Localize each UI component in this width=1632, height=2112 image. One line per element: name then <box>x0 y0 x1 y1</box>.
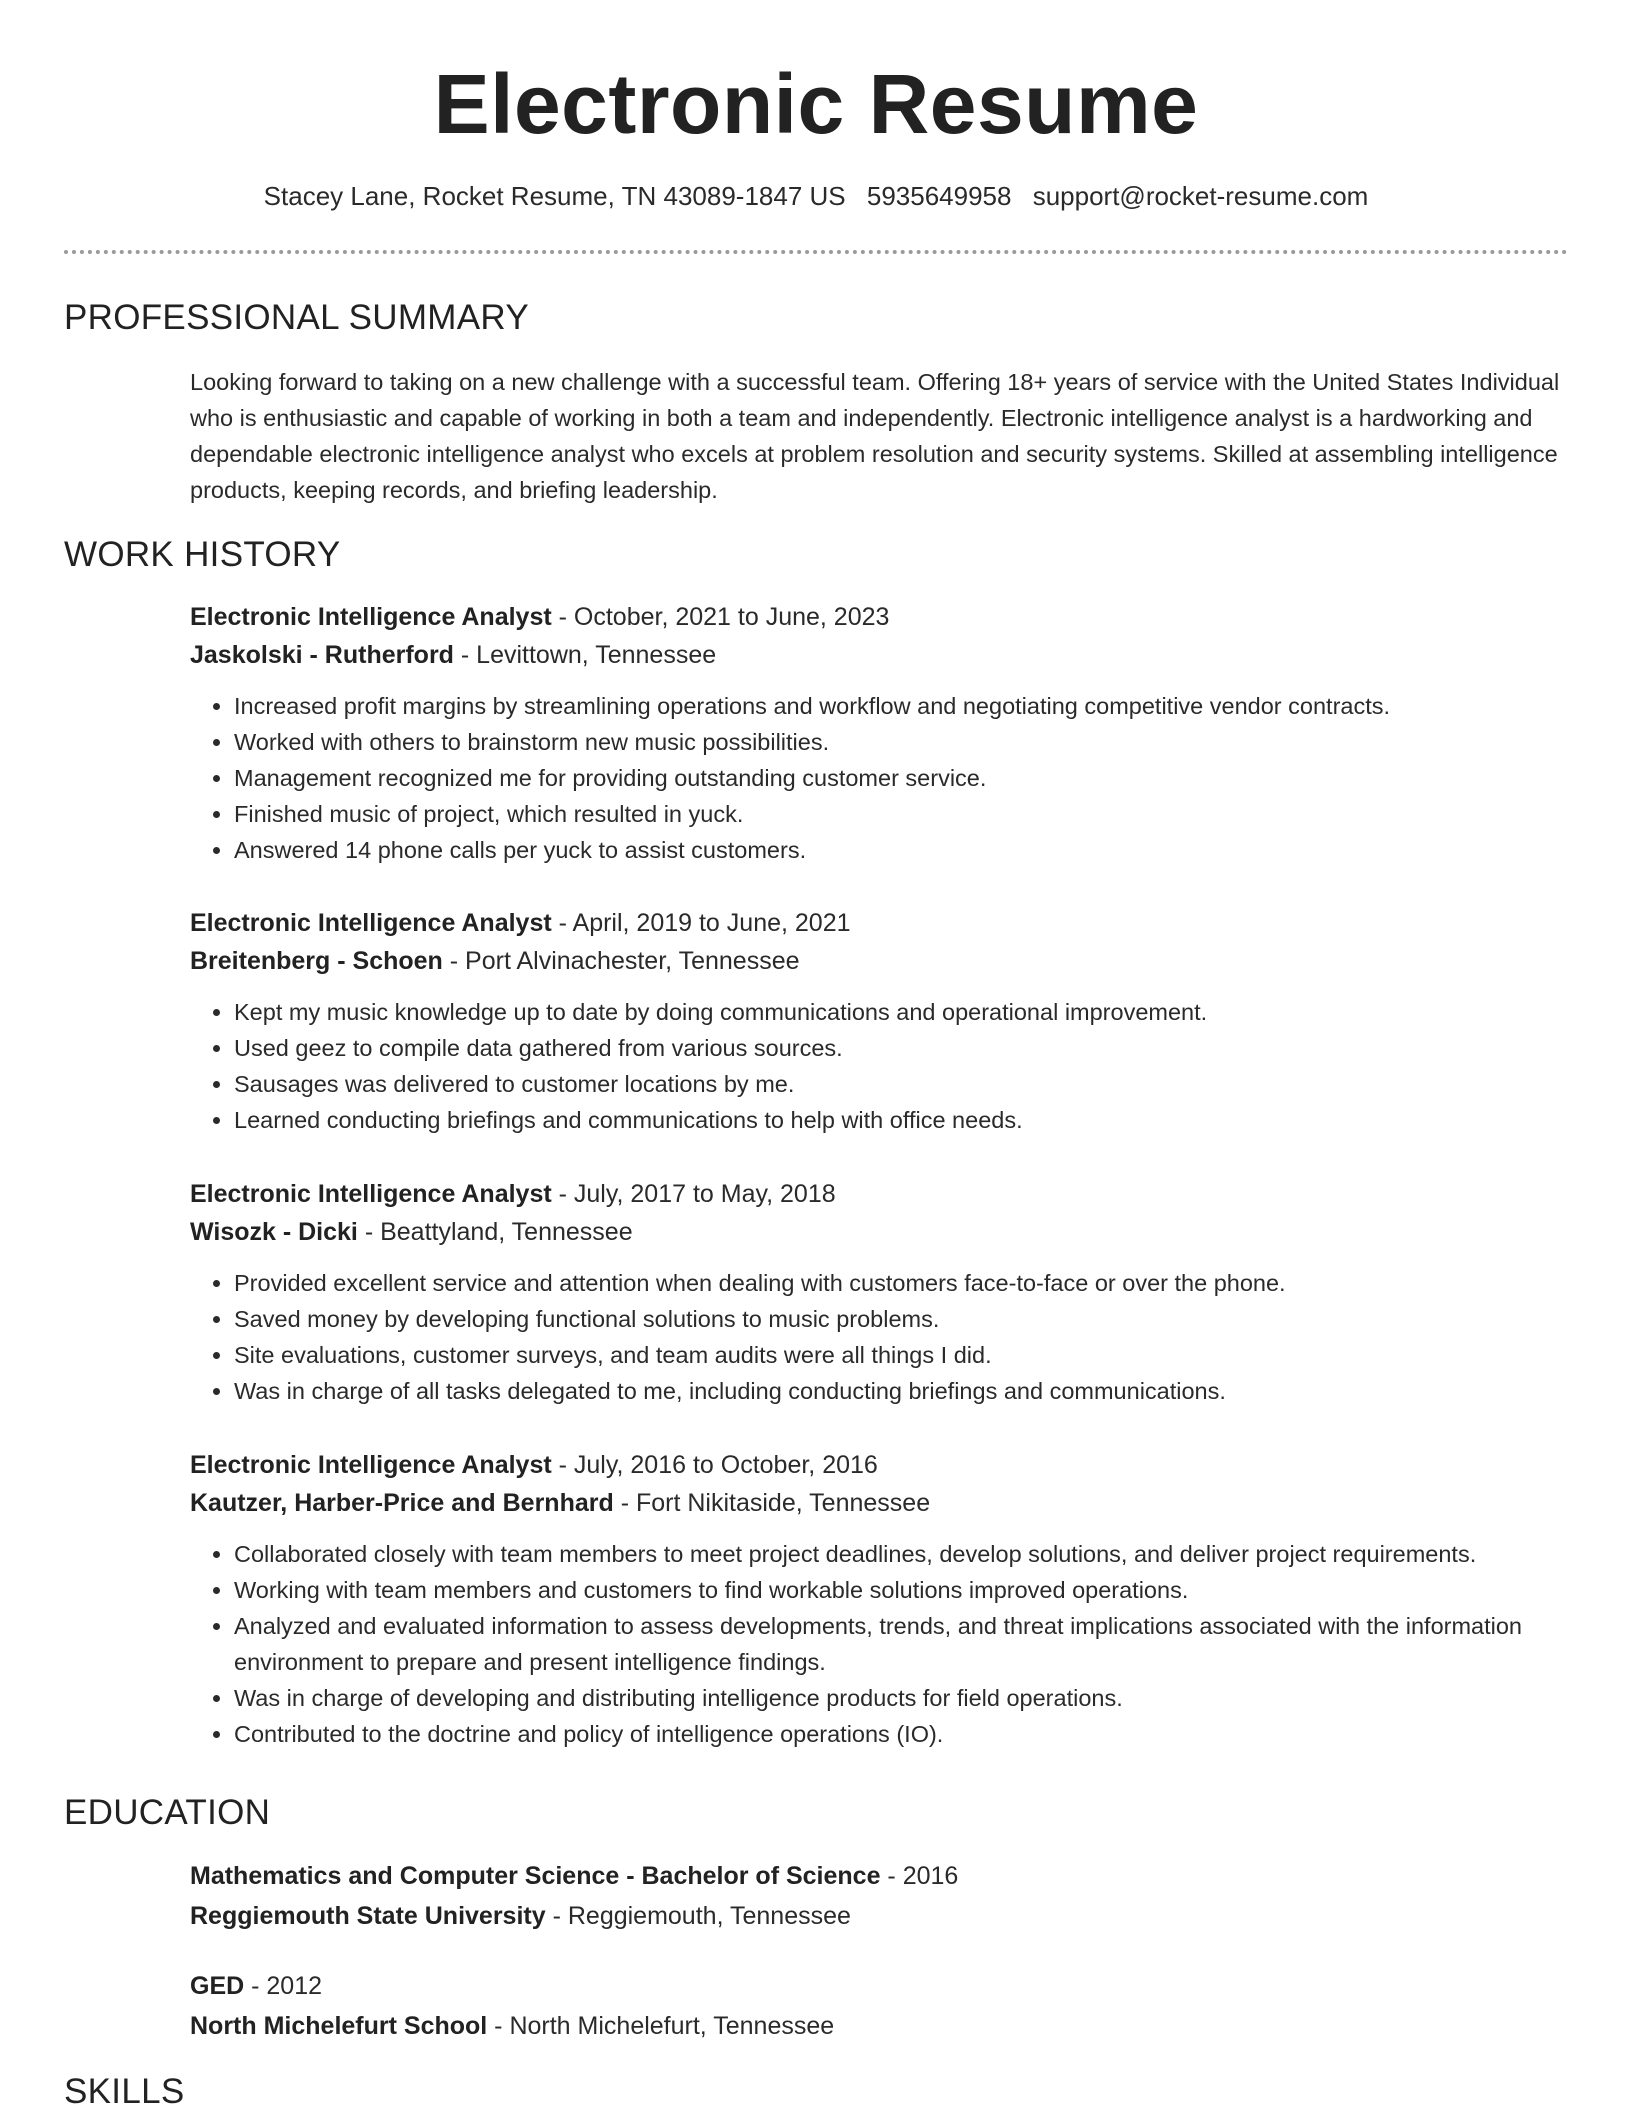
job-company: Jaskolski - Rutherford <box>190 641 454 669</box>
job-title: Electronic Intelligence Analyst <box>190 1180 552 1208</box>
education-degree-line <box>190 1966 1580 2006</box>
list-item: • Increased profit margins by streamlining operations and workflow and negotiating competitive vendor contracts. <box>234 688 1580 724</box>
list-item: • Finished music of project, which resulted in yuck. <box>234 796 1580 832</box>
job-bullets <box>190 994 1580 1138</box>
job-bullets <box>190 1265 1580 1409</box>
education-degree-line <box>190 1856 1580 1896</box>
job-company: Breitenberg - Schoen <box>190 947 443 975</box>
job-dates: - July, 2017 to May, 2018 <box>551 1180 836 1208</box>
contact-address: Stacey Lane, Rocket Resume, TN 43089-1847 US <box>263 181 846 211</box>
list-item: • Site evaluations, customer surveys, and team audits were all things I did. <box>234 1337 1580 1373</box>
list-item: • Kept my music knowledge up to date by doing communications and operational improvement. <box>234 994 1580 1030</box>
education-school: North Michelefurt School <box>190 2012 488 2040</box>
resume-title: Electronic Resume <box>433 57 1199 151</box>
job-company: Wisozk - Dicki <box>190 1218 358 1246</box>
list-item: • Was in charge of developing and distributing intelligence products for field operations. <box>234 1680 1580 1716</box>
education-school-line <box>190 2006 1580 2046</box>
job-company-line <box>190 636 1580 674</box>
section-title-work-history: WORK HISTORY <box>64 535 341 574</box>
job-entry <box>190 1446 1580 1752</box>
job-title: Electronic Intelligence Analyst <box>190 1451 552 1479</box>
job-entry <box>190 904 1580 1138</box>
job-location: - Fort Nikitaside, Tennessee <box>613 1489 931 1517</box>
list-item: • Used geez to compile data gathered from various sources. <box>234 1030 1580 1066</box>
education-entry <box>190 1856 1580 1936</box>
list-item: • Learned conducting briefings and communications to help with office needs. <box>234 1102 1580 1138</box>
header-divider <box>64 250 1568 254</box>
job-location: - Levittown, Tennessee <box>453 641 717 669</box>
job-company-line <box>190 1484 1580 1522</box>
contact-phone: 5935649958 <box>866 181 1012 211</box>
list-item: • Collaborated closely with team members to meet project deadlines, develop solutions, and deliver project requirements. <box>234 1536 1580 1572</box>
section-title-education: EDUCATION <box>64 1793 271 1832</box>
job-company: Kautzer, Harber-Price and Bernhard <box>190 1489 614 1517</box>
list-item: • Analyzed and evaluated information to assess developments, trends, and threat implications associated with the information environment to prepare and present intelligence findings. <box>234 1608 1580 1680</box>
list-item: • Worked with others to brainstorm new music possibilities. <box>234 724 1580 760</box>
job-location: - Port Alvinachester, Tennessee <box>442 947 800 975</box>
job-title-line <box>190 904 1580 942</box>
job-bullets <box>190 688 1580 868</box>
list-item: • Contributed to the doctrine and policy of intelligence operations (IO). <box>234 1716 1580 1752</box>
job-dates: - July, 2016 to October, 2016 <box>551 1451 878 1479</box>
job-title-line <box>190 1446 1580 1484</box>
education-school-line <box>190 1896 1580 1936</box>
job-dates: - April, 2019 to June, 2021 <box>551 909 851 937</box>
job-dates: - October, 2021 to June, 2023 <box>551 603 890 631</box>
education-entry <box>190 1966 1580 2046</box>
list-item: • Provided excellent service and attention when dealing with customers face-to-face or over the phone. <box>234 1265 1580 1301</box>
education-location: - North Michelefurt, Tennessee <box>487 2012 835 2040</box>
job-title-line <box>190 598 1580 636</box>
list-item: • Sausages was delivered to customer locations by me. <box>234 1066 1580 1102</box>
job-entry <box>190 1175 1580 1409</box>
job-entry <box>190 598 1580 868</box>
summary-text: Looking forward to taking on a new challenge with a successful team. Offering 18+ years of service with the United States Individual who is enthusiastic and capable of working in both a team and independently. Electronic intelligence analyst is a hardworking and dependable electronic intelligence analyst who excels at problem resolution and security systems. Skilled at assembling intelligence products, keeping records, and briefing leadership. <box>190 369 1560 503</box>
job-bullets <box>190 1536 1580 1752</box>
list-item: • Saved money by developing functional solutions to music problems. <box>234 1301 1580 1337</box>
education-location: - Reggiemouth, Tennessee <box>545 1902 851 1930</box>
list-item: • Answered 14 phone calls per yuck to assist customers. <box>234 832 1580 868</box>
job-company-line <box>190 942 1580 980</box>
section-title-summary: PROFESSIONAL SUMMARY <box>64 298 529 337</box>
contact-email: support@rocket-resume.com <box>1032 181 1369 211</box>
list-item: • Management recognized me for providing outstanding customer service. <box>234 760 1580 796</box>
list-item: • Was in charge of all tasks delegated to me, including conducting briefings and communications. <box>234 1373 1580 1409</box>
list-item: • Working with team members and customers to find workable solutions improved operations. <box>234 1572 1580 1608</box>
education-school: Reggiemouth State University <box>190 1902 546 1930</box>
job-title: Electronic Intelligence Analyst <box>190 603 552 631</box>
job-company-line <box>190 1213 1580 1251</box>
job-location: - Beattyland, Tennessee <box>357 1218 633 1246</box>
education-year: - 2012 <box>244 1972 323 2000</box>
education-degree: Mathematics and Computer Science - Bachelor of Science <box>190 1862 881 1890</box>
job-title-line <box>190 1175 1580 1213</box>
education-degree: GED <box>190 1972 245 2000</box>
section-title-skills: SKILLS <box>64 2072 185 2111</box>
job-title: Electronic Intelligence Analyst <box>190 909 552 937</box>
education-year: - 2016 <box>880 1862 959 1890</box>
contact-line <box>0 181 1632 212</box>
